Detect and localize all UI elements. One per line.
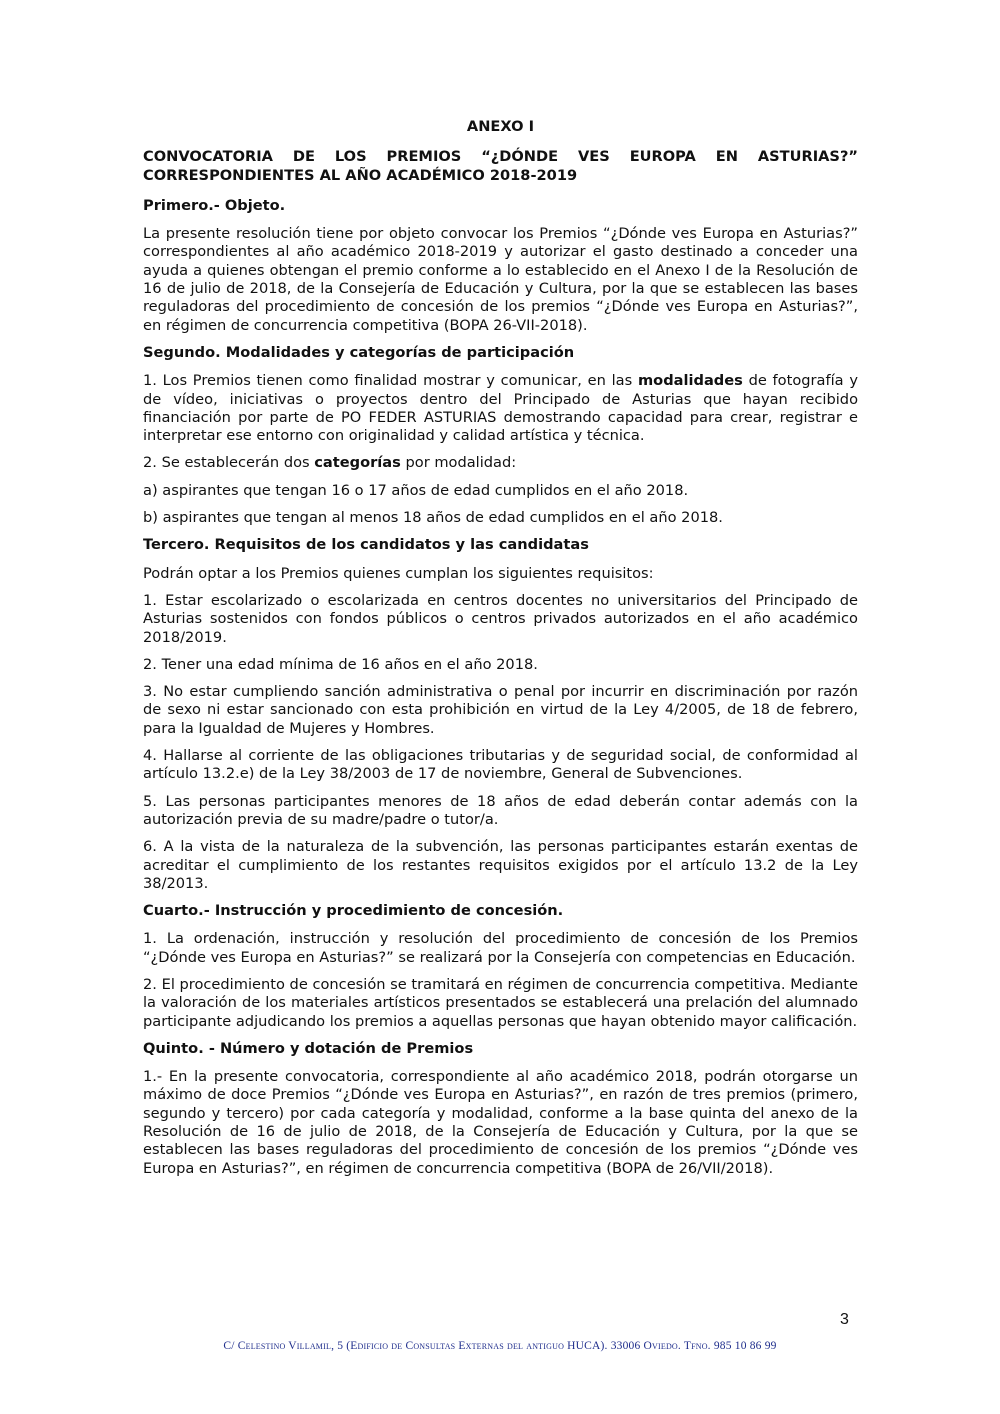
bold-term-modalidades: modalidades (637, 372, 743, 390)
text-run: 2. Se establecerán dos (143, 454, 315, 472)
requirement-5: 5. Las personas participantes menores de 18 años de edad deberán contar además con la autorización previa de su madre/padre o tutor/a. (143, 792, 858, 828)
bold-term-categorias: categorías (314, 454, 401, 472)
requirement-2: 2. Tener una edad mínima de 16 años en el año 2018. (143, 655, 538, 673)
section-heading-tercero: Tercero. Requisitos de los candidatos y las candidatas (143, 536, 589, 554)
paragraph-cuarto-1: 1. La ordenación, instrucción y resolución del procedimiento de concesión de los Premios “¿Dónde ves Europa en Asturias?” se realizará por la Consejería con competencias en Educación. (143, 930, 858, 966)
document-body (143, 118, 858, 1187)
section-heading-segundo: Segundo. Modalidades y categorías de participación (143, 343, 575, 361)
footer-address: C/ Celestino Villamil, 5 (Edificio de Consultas Externas del antiguo HUCA). 33006 Oviedo. Tfno. 985 10 86 99 (223, 1340, 777, 1352)
convocatoria-title: CONVOCATORIA DE LOS PREMIOS “¿DÓNDE VES EUROPA EN ASTURIAS?” CORRESPONDIENTES AL AÑO ACADÉMICO 2018-2019 (143, 148, 858, 184)
paragraph-cuarto-2: 2. El procedimiento de concesión se tramitará en régimen de concurrencia competitiva. Mediante la valoración de los materiales artísticos presentados se establecerá una prelación del alumnado participante adjudicando los premios a aquellas personas que hayan obtenido mayor calificación. (143, 975, 858, 1030)
paragraph-modalidades (143, 372, 858, 445)
requirement-3: 3. No estar cumpliendo sanción administrativa o penal por incurrir en discriminación por razón de sexo ni estar sancionado con esta prohibición en virtud de la Ley 4/2005, de 18 de febrero, para la Igualdad de Mujeres y Hombres. (143, 683, 858, 737)
requirement-6: 6. A la vista de la naturaleza de la subvención, las personas participantes estarán exentas de acreditar el cumplimiento de los restantes requisitos exigidos por el artículo 13.2 de la Ley 38/2013. (143, 838, 858, 892)
section-heading-quinto: Quinto. - Número y dotación de Premios (143, 1039, 474, 1057)
annex-title: ANEXO I (466, 118, 535, 135)
paragraph-quinto-1: 1.- En la presente convocatoria, correspondiente al año académico 2018, podrán otorgarse un máximo de doce Premios “¿Dónde ves Europa en Asturias?”, en razón de tres premios (primero, segundo y tercero) por cada categoría y modalidad, conforme a la base quinta del anexo de la Resolución de 16 de julio de 2018, de la Consejería de Educación y Cultura, por la que se establecen las bases reguladoras del procedimiento de concesión de los premios “¿Dónde ves Europa en Asturias?”, en régimen de concurrencia competitiva (BOPA de 26/VII/2018). (143, 1068, 858, 1177)
requirement-1: 1. Estar escolarizado o escolarizada en centros docentes no universitarios del Principado de Asturias sostenidos con fondos públicos o centros privados autorizados en el año académico 2018/2019. (143, 591, 858, 646)
paragraph-categorias (143, 454, 858, 472)
list-item-a: a) aspirantes que tengan 16 o 17 años de edad cumplidos en el año 2018. (143, 481, 689, 499)
paragraph-requisitos-intro: Podrán optar a los Premios quienes cumplan los siguientes requisitos: (143, 564, 654, 582)
paragraph-objeto: La presente resolución tiene por objeto convocar los Premios “¿Dónde ves Europa en Asturias?” correspondientes al año académico 2018-2019 y autorizar el gasto destinado a conceder una ayuda a quienes obtengan el premio conforme a lo establecido en el Anexo I de la Resolución de 16 de julio de 2018, de la Consejería de Educación y Cultura, por la que se establecen las bases reguladoras del procedimiento de concesión de los premios “¿Dónde ves Europa en Asturias?”, en régimen de concurrencia competitiva (BOPA 26-VII-2018). (143, 225, 858, 334)
requirement-4: 4. Hallarse al corriente de las obligaciones tributarias y de seguridad social, de conformidad al artículo 13.2.e) de la Ley 38/2003 de 17 de noviembre, General de Subvenciones. (143, 747, 858, 783)
section-heading-primero: Primero.- Objeto. (143, 196, 286, 214)
section-heading-cuarto: Cuarto.- Instrucción y procedimiento de concesión. (143, 902, 564, 920)
text-run: por modalidad: (400, 454, 517, 472)
page-number: 3 (840, 1311, 849, 1328)
text-run: 1. Los Premios tienen como finalidad mostrar y comunicar, en las (143, 372, 638, 390)
list-item-b: b) aspirantes que tengan al menos 18 años de edad cumplidos en el año 2018. (143, 509, 723, 527)
text-run: de fotografía y de vídeo, iniciativas o proyectos dentro del Principado de Asturias que hayan recibido financiación por parte de PO FEDER ASTURIAS demostrando capacidad para crear, registrar e interpretar ese entorno con originalidad y calidad artística y técnica. (143, 372, 858, 445)
